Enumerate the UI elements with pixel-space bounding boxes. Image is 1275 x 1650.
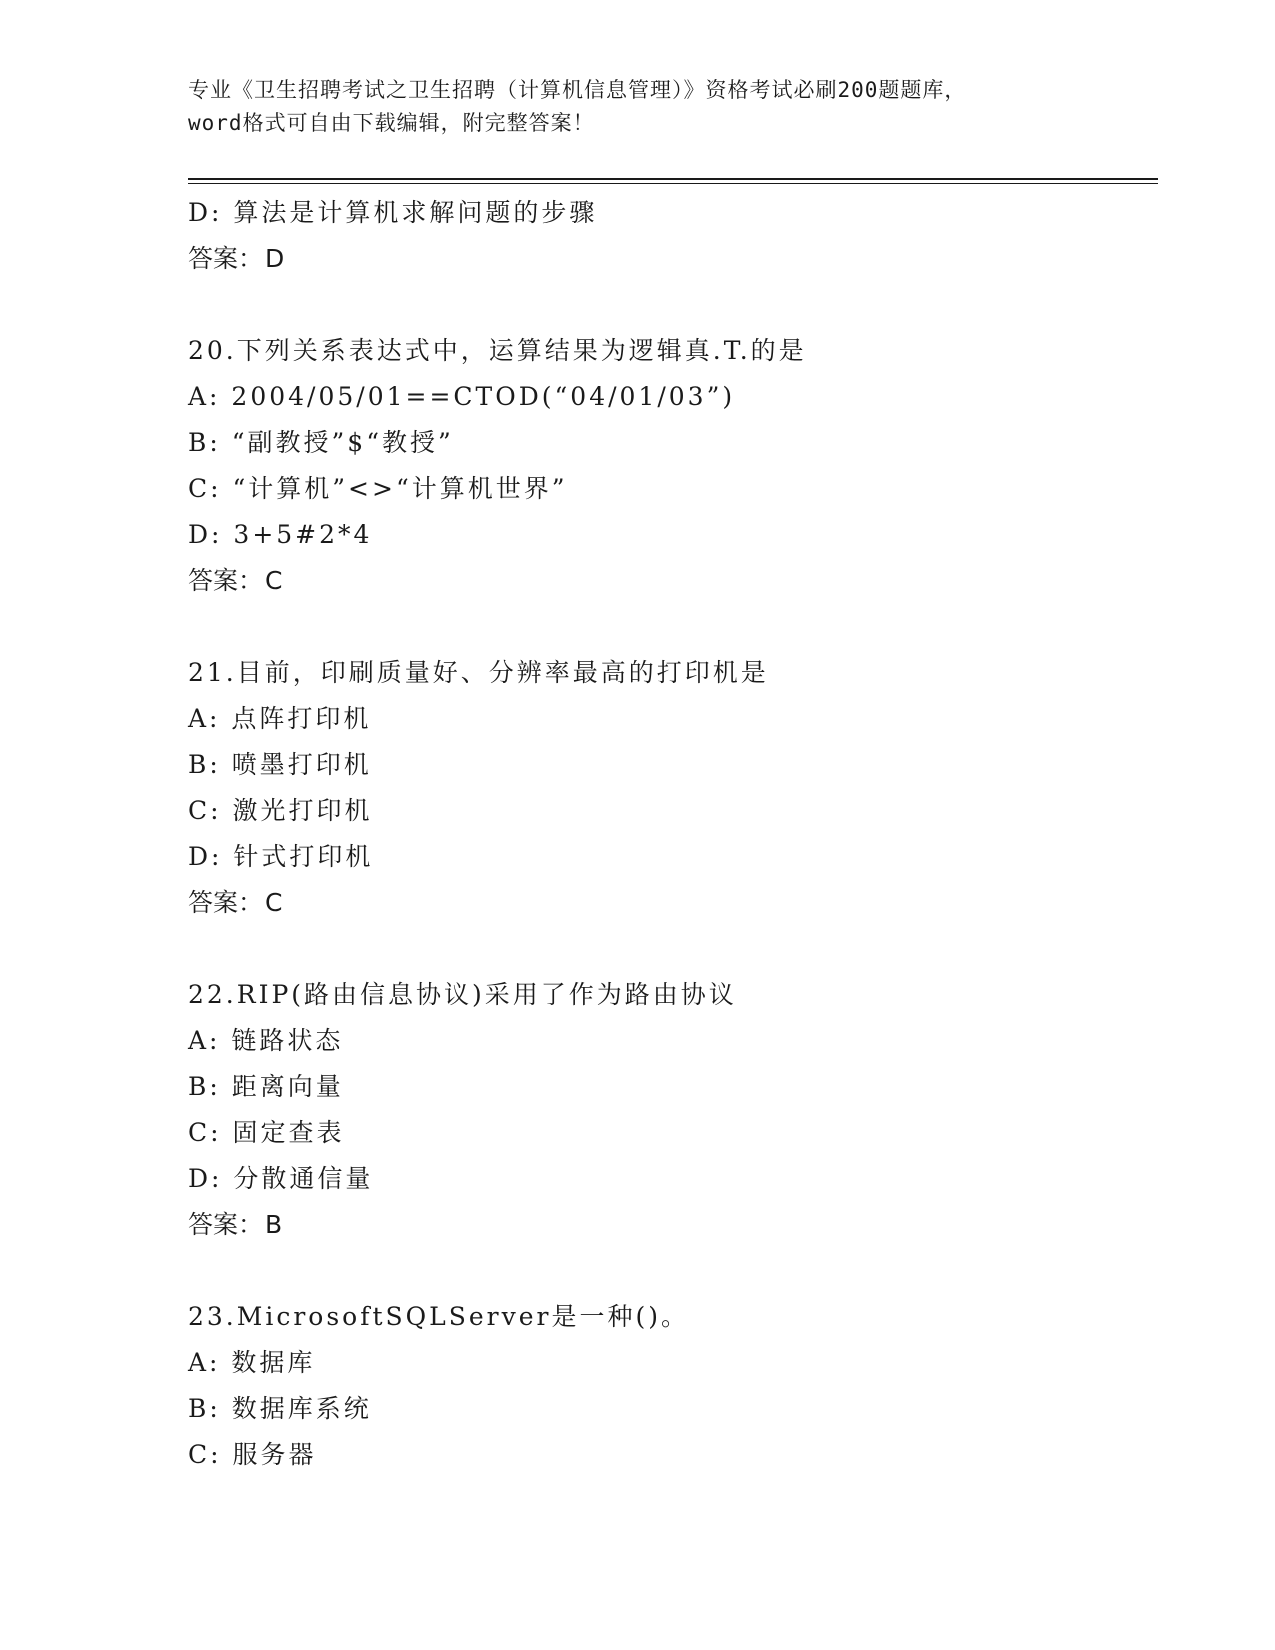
option-c: C: 服务器 bbox=[188, 1440, 317, 1469]
answer-line bbox=[188, 558, 1148, 604]
answer-value: C bbox=[265, 566, 283, 595]
option-c: C: “计算机”<>“计算机世界” bbox=[188, 474, 568, 503]
question-22 bbox=[188, 972, 1148, 1248]
previous-question-tail bbox=[188, 190, 1148, 282]
question-stem: 21.目前，印刷质量好、分辨率最高的打印机是 bbox=[188, 658, 769, 687]
question-stem: 23.MicrosoftSQLServer是一种()。 bbox=[188, 1302, 690, 1331]
answer-label: 答案： bbox=[188, 888, 264, 917]
option-b: B: “副教授”$“教授” bbox=[188, 428, 454, 457]
header-line-2: word格式可自由下载编辑，附完整答案！ bbox=[188, 111, 595, 135]
document-header bbox=[188, 74, 1088, 140]
option-d: D: 分散通信量 bbox=[188, 1164, 374, 1193]
question-stem: 20.下列关系表达式中，运算结果为逻辑真.T.的是 bbox=[188, 336, 807, 365]
option-d: D: 针式打印机 bbox=[188, 842, 374, 871]
answer-value: D bbox=[265, 244, 285, 273]
option-b: B: 喷墨打印机 bbox=[188, 750, 372, 779]
option-a: A: 数据库 bbox=[188, 1348, 316, 1377]
answer-line bbox=[188, 1202, 1148, 1248]
option-a: A: 2004/05/01==CTOD(“04/01/03”) bbox=[188, 382, 736, 411]
answer-value: C bbox=[265, 888, 283, 917]
answer-line bbox=[188, 236, 1148, 282]
spacer bbox=[188, 1248, 1148, 1294]
question-21 bbox=[188, 650, 1148, 926]
header-line-1: 专业《卫生招聘考试之卫生招聘（计算机信息管理）》资格考试必刷200题题库， bbox=[188, 78, 967, 102]
answer-line bbox=[188, 880, 1148, 926]
header-divider bbox=[188, 178, 1158, 180]
answer-label: 答案： bbox=[188, 566, 264, 595]
option-a: A: 点阵打印机 bbox=[188, 704, 372, 733]
option-d: D: 算法是计算机求解问题的步骤 bbox=[188, 198, 598, 227]
question-list bbox=[188, 190, 1148, 1478]
question-stem: 22.RIP(路由信息协议)采用了作为路由协议 bbox=[188, 980, 737, 1009]
option-b: B: 距离向量 bbox=[188, 1072, 344, 1101]
spacer bbox=[188, 604, 1148, 650]
option-c: C: 固定查表 bbox=[188, 1118, 345, 1147]
answer-label: 答案： bbox=[188, 244, 264, 273]
header-divider-thin bbox=[188, 183, 1158, 184]
question-23 bbox=[188, 1294, 1148, 1478]
answer-value: B bbox=[265, 1210, 283, 1239]
option-d: D: 3+5#2*4 bbox=[188, 520, 373, 549]
option-c: C: 激光打印机 bbox=[188, 796, 373, 825]
question-20 bbox=[188, 328, 1148, 604]
option-b: B: 数据库系统 bbox=[188, 1394, 372, 1423]
spacer bbox=[188, 926, 1148, 972]
spacer bbox=[188, 282, 1148, 328]
option-a: A: 链路状态 bbox=[188, 1026, 344, 1055]
answer-label: 答案： bbox=[188, 1210, 264, 1239]
